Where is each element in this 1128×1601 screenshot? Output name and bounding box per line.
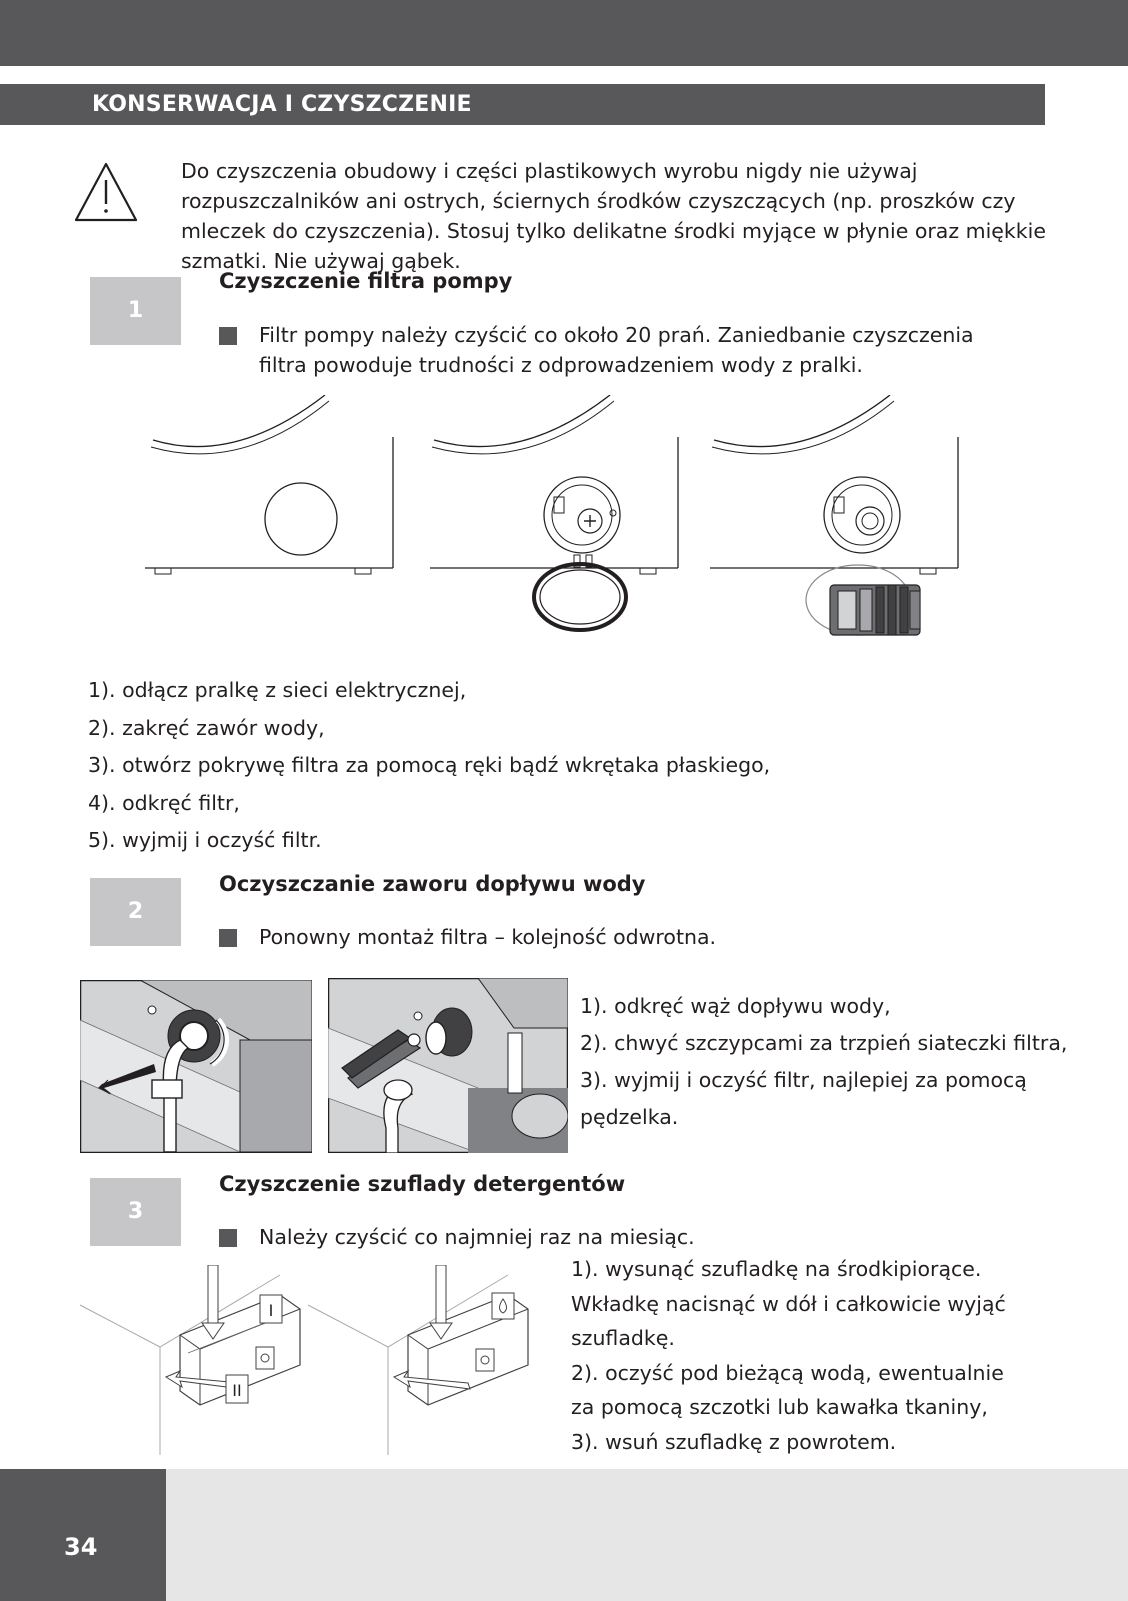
section-3-step: za pomocą szczotki lub kawałka tkaniny, bbox=[571, 1395, 988, 1419]
pump-filter-closed-illustration bbox=[145, 395, 405, 585]
section-1-bullet-text: Filtr pompy należy czyścić co około 20 prań. Zaniedbanie czyszczenia filtra powoduje trudności z odprowadzeniem wody z pralki. bbox=[259, 323, 974, 377]
section-1-step: 2). zakręć zawór wody, bbox=[88, 715, 325, 740]
section-3-steps bbox=[571, 1252, 1006, 1459]
section-1-step: 1). odłącz pralkę z sieci elektrycznej, bbox=[88, 678, 467, 702]
detergent-drawer-clean-illustration bbox=[308, 1265, 548, 1455]
section-3-step: szufladkę. bbox=[571, 1326, 675, 1350]
step-number-3: 3 bbox=[90, 1178, 181, 1246]
section-3-step: Wkładkę nacisnąć w dół i całkowicie wyjąć bbox=[571, 1291, 1006, 1316]
section-1-step: 3). otwórz pokrywę filtra za pomocą ręki bądź wkrętaka płaskiego, bbox=[88, 753, 771, 777]
pump-filter-open-cover-illustration bbox=[430, 395, 690, 635]
bullet-square bbox=[219, 1229, 237, 1247]
section-3-step: 1). wysunąć szufladkę na środkipiorące. bbox=[571, 1257, 982, 1281]
drawer-label-bottom: II bbox=[232, 1381, 242, 1400]
section-2-step: pędzelka. bbox=[580, 1105, 679, 1129]
page-number: 34 bbox=[64, 1533, 98, 1561]
footer-bar bbox=[0, 1469, 1128, 1601]
section-3-title: Czyszczenie szuflady detergentów bbox=[219, 1172, 626, 1196]
detergent-drawer-remove-illustration bbox=[80, 1265, 320, 1455]
section-title: KONSERWACJA I CZYSZCZENIE bbox=[0, 84, 1045, 125]
step-number-1: 1 bbox=[90, 277, 181, 345]
inlet-hose-unscrew-illustration bbox=[80, 980, 312, 1153]
section-1-step: 5). wyjmij i oczyść filtr. bbox=[88, 828, 322, 852]
bullet-square bbox=[219, 929, 237, 947]
section-2-bullet-text: Ponowny montaż filtra – kolejność odwrotna. bbox=[259, 925, 717, 949]
section-3-step: 3). wsuń szufladkę z powrotem. bbox=[571, 1429, 897, 1454]
section-2-step: 2). chwyć szczypcami za trzpień siateczki filtra, bbox=[580, 1031, 1068, 1055]
section-1-steps bbox=[88, 672, 770, 860]
section-1-step: 4). odkręć filtr, bbox=[88, 790, 240, 815]
section-2-steps bbox=[580, 988, 1067, 1136]
section-2-step: 3). wyjmij i oczyść filtr, najlepiej za pomocą bbox=[580, 1068, 1027, 1092]
warning-triangle-icon bbox=[74, 160, 138, 224]
bullet-square bbox=[219, 327, 237, 345]
section-1-title: Czyszczenie filtra pompy bbox=[219, 269, 513, 293]
section-3-bullet-text: Należy czyścić co najmniej raz na miesiąc. bbox=[259, 1225, 695, 1249]
section-2-title: Oczyszczanie zaworu dopływu wody bbox=[219, 872, 646, 896]
filter-pliers-illustration bbox=[328, 978, 568, 1153]
section-3-step: 2). oczyść pod bieżącą wodą, ewentualnie bbox=[571, 1360, 1004, 1385]
step-number-2: 2 bbox=[90, 878, 181, 946]
page-number-box bbox=[0, 1469, 166, 1601]
pump-filter-removed-illustration bbox=[710, 395, 970, 655]
warning-text: Do czyszczenia obudowy i części plastikowych wyrobu nigdy nie używaj rozpuszczalników ani ostrych, ściernych środków czyszczących (np. proszków czy mleczek do czyszczenia). Stosuj tylko delikatne środki myjące w płynie oraz miękkie szmatki. Nie używaj gąbek. bbox=[181, 159, 1046, 273]
top-bar bbox=[0, 0, 1128, 66]
section-2-step: 1). odkręć wąż dopływu wody, bbox=[580, 994, 891, 1018]
drawer-label-top: I bbox=[268, 1301, 274, 1320]
